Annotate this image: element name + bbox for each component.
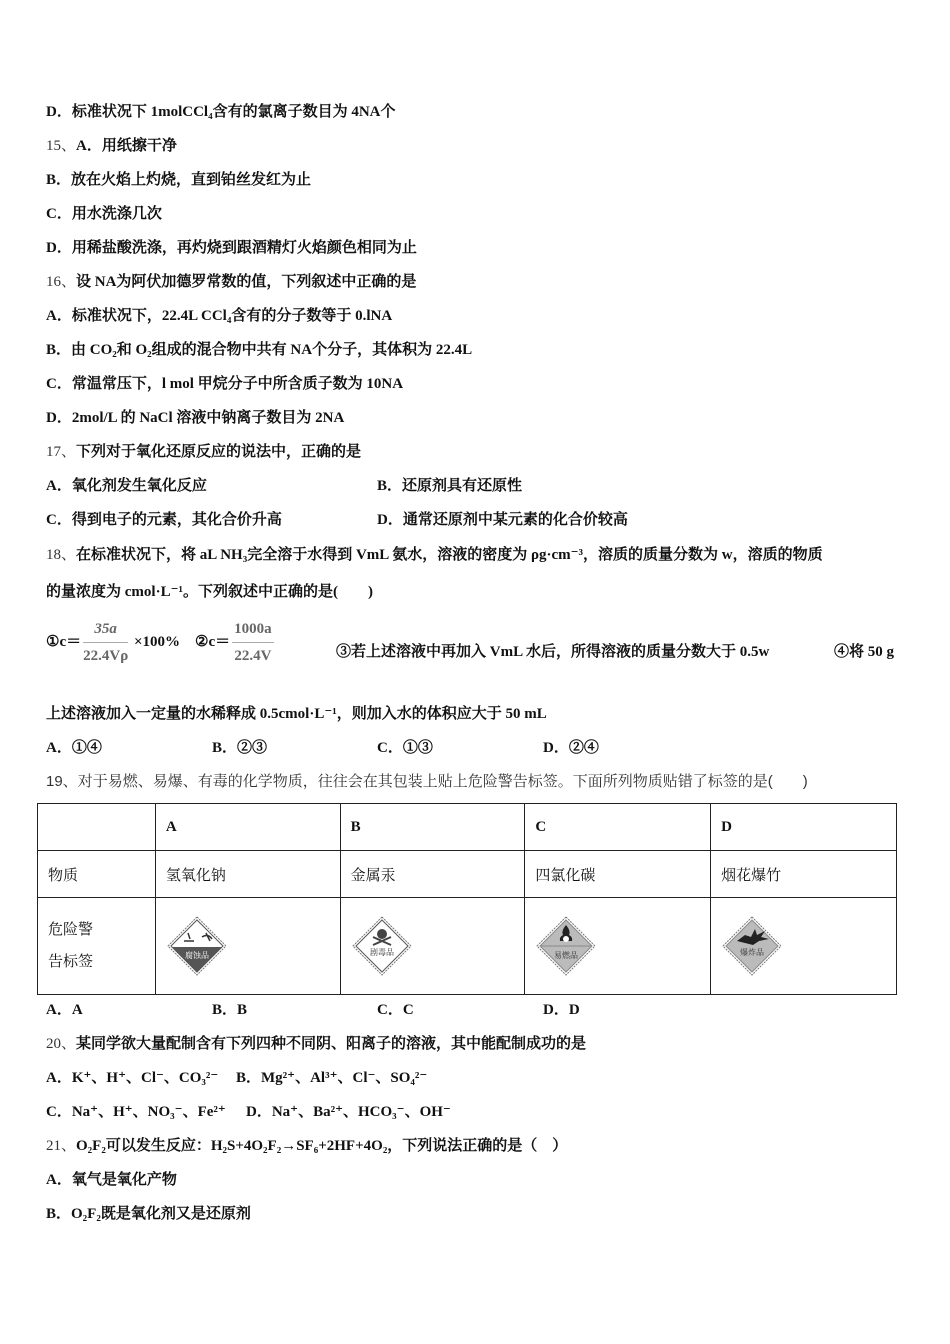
q19-option-c: C．C [377,1002,414,1018]
hazard-label-table [37,803,897,995]
svg-text:易燃品: 易燃品 [554,951,579,960]
row-label: 物质 [38,851,156,898]
q16-option-c: C．常温常压下，l mol 甲烷分子中所含质子数为 10NA [46,376,404,392]
q20-option-d: D．Na⁺、Ba²⁺、HCO₃⁻、OH⁻ [246,1104,451,1120]
q18-statements: ①c＝ $\frac{35a}{22.4V\rho}$ ×100% ②c＝ $\frac{1000a}{22.4V}$ [46,618,276,667]
q21-option-b: B．O₂F₂既是氧化剂又是还原剂 [46,1206,251,1222]
table-cell [711,898,897,995]
q16-option-a: A．标准状况下，22.4L CCl₄含有的分子数等于 0.lNA [46,308,393,324]
table-cell [155,898,340,995]
q16-option-d: D．2mol/L 的 NaCl 溶液中钠离子数目为 2NA [46,410,345,426]
question-number: 16、 [46,274,77,290]
q20-option-a: A．K⁺、H⁺、Cl⁻、CO₃²⁻ [46,1070,219,1086]
table-cell [38,804,156,851]
q18-stem-line1: 18、在标准状况下，将 aL NH₃完全溶于水得到 VmL 氨水，溶液的密度为 ρg·cm⁻³，溶质的质量分数为 w，溶质的物质 [46,547,823,563]
q18-option-d: D．②④ [543,740,599,756]
table-header-d: D [711,804,897,851]
q20-option-c: C．Na⁺、H⁺、NO₃⁻、Fe²⁺ [46,1104,226,1120]
q15-option-b: B．放在火焰上灼烧，直到铂丝发红为止 [46,172,312,188]
svg-text:剧毒品: 剧毒品 [369,948,394,957]
fraction-1: $\frac{35a}{22.4V\rho}$ [83,618,128,667]
q16-option-b: B．由 CO₂和 O₂组成的混合物中共有 NA个分子，其体积为 22.4L [46,342,473,358]
q20-stem: 20、某同学欲大量配制含有下列四种不同阴、阳离子的溶液，其中能配制成功的是 [46,1036,587,1052]
q15-option-d: D．用稀盐酸洗涤，再灼烧到跟酒精灯火焰颜色相同为止 [46,240,417,256]
question-number: 17、 [46,444,77,460]
q19-option-a: A．A [46,1002,83,1018]
q18-statement-4-cont: 上述溶液加入一定量的水稀释成 0.5cmol·L⁻¹，则加入水的体积应大于 50 mL [46,706,547,722]
q18-option-b: B．②③ [212,740,268,756]
q21-stem: 21、O₂F₂可以发生反应：H₂S+4O₂F₂→SF₆+2HF+4O₂，下列说法正确的是（ ） [46,1138,568,1154]
q17-option-d: D．通常还原剂中某元素的化合价较高 [377,512,628,528]
q18-statement-4-start: ④将 50 g [834,644,895,660]
svg-text:腐蚀品: 腐蚀品 [184,951,209,960]
q19-option-d: D．D [543,1002,580,1018]
table-cell: 烟花爆竹 [711,851,897,898]
toxic-sign-icon [351,915,413,977]
question-number: 15、 [46,138,77,154]
q18-stem-line2: 的量浓度为 cmol·L⁻¹。下列叙述中正确的是( ) [46,584,373,600]
table-cell [340,898,525,995]
corrosive-sign-icon [166,915,228,977]
q17-option-b: B．还原剂具有还原性 [377,478,523,494]
q14-option-d: D．标准状况下 1molCCl₄含有的氯离子数目为 4NA个 [46,104,396,120]
question-number: 20、 [46,1036,77,1052]
q17-stem: 17、下列对于氧化还原反应的说法中，正确的是 [46,444,362,460]
fraction-2: $\frac{1000a}{22.4V}$ [232,618,274,667]
question-number: 19、 [46,773,78,790]
table-header-c: C [525,804,711,851]
table-header-row [38,804,897,851]
flammable-sign-icon [535,915,597,977]
q18-option-a: A．①④ [46,740,102,756]
question-number: 21、 [46,1138,77,1154]
table-cell: 氢氧化钠 [155,851,340,898]
q15-option-a: 15、A．用纸擦干净 [46,138,177,154]
q19-stem: 19、对于易燃、易爆、有毒的化学物质，往往会在其包装上贴上危险警告标签。下面所列物质贴错了标签的是( ) [46,773,808,790]
table-cell: 四氯化碳 [525,851,711,898]
q20-option-b: B．Mg²⁺、Al³⁺、Cl⁻、SO₄²⁻ [236,1070,428,1086]
q17-option-a: A．氧化剂发生氧化反应 [46,478,207,494]
q18-statement-3: ③若上述溶液中再加入 VmL 水后，所得溶液的质量分数大于 0.5w [336,644,770,660]
q16-stem: 16、设 NA为阿伏加德罗常数的值，下列叙述中正确的是 [46,274,417,290]
table-header-a: A [155,804,340,851]
table-cell: 金属汞 [340,851,525,898]
q18-option-c: C．①③ [377,740,433,756]
table-header-b: B [340,804,525,851]
q15-option-c: C．用水洗涤几次 [46,206,162,222]
table-cell [525,898,711,995]
table-row-warning-label [38,898,897,995]
q17-option-c: C．得到电子的元素，其化合价升高 [46,512,282,528]
q19-option-b: B．B [212,1002,248,1018]
statement-1-prefix: ①c＝ [46,633,82,650]
q21-option-a: A．氧气是氧化产物 [46,1172,177,1188]
row-label: 危险警 告标签 [38,898,156,995]
statement-2-prefix: ②c＝ [195,633,231,650]
svg-text:爆炸品: 爆炸品 [740,948,765,957]
table-row-substance [38,851,897,898]
explosive-sign-icon [721,915,783,977]
question-number: 18、 [46,547,77,563]
